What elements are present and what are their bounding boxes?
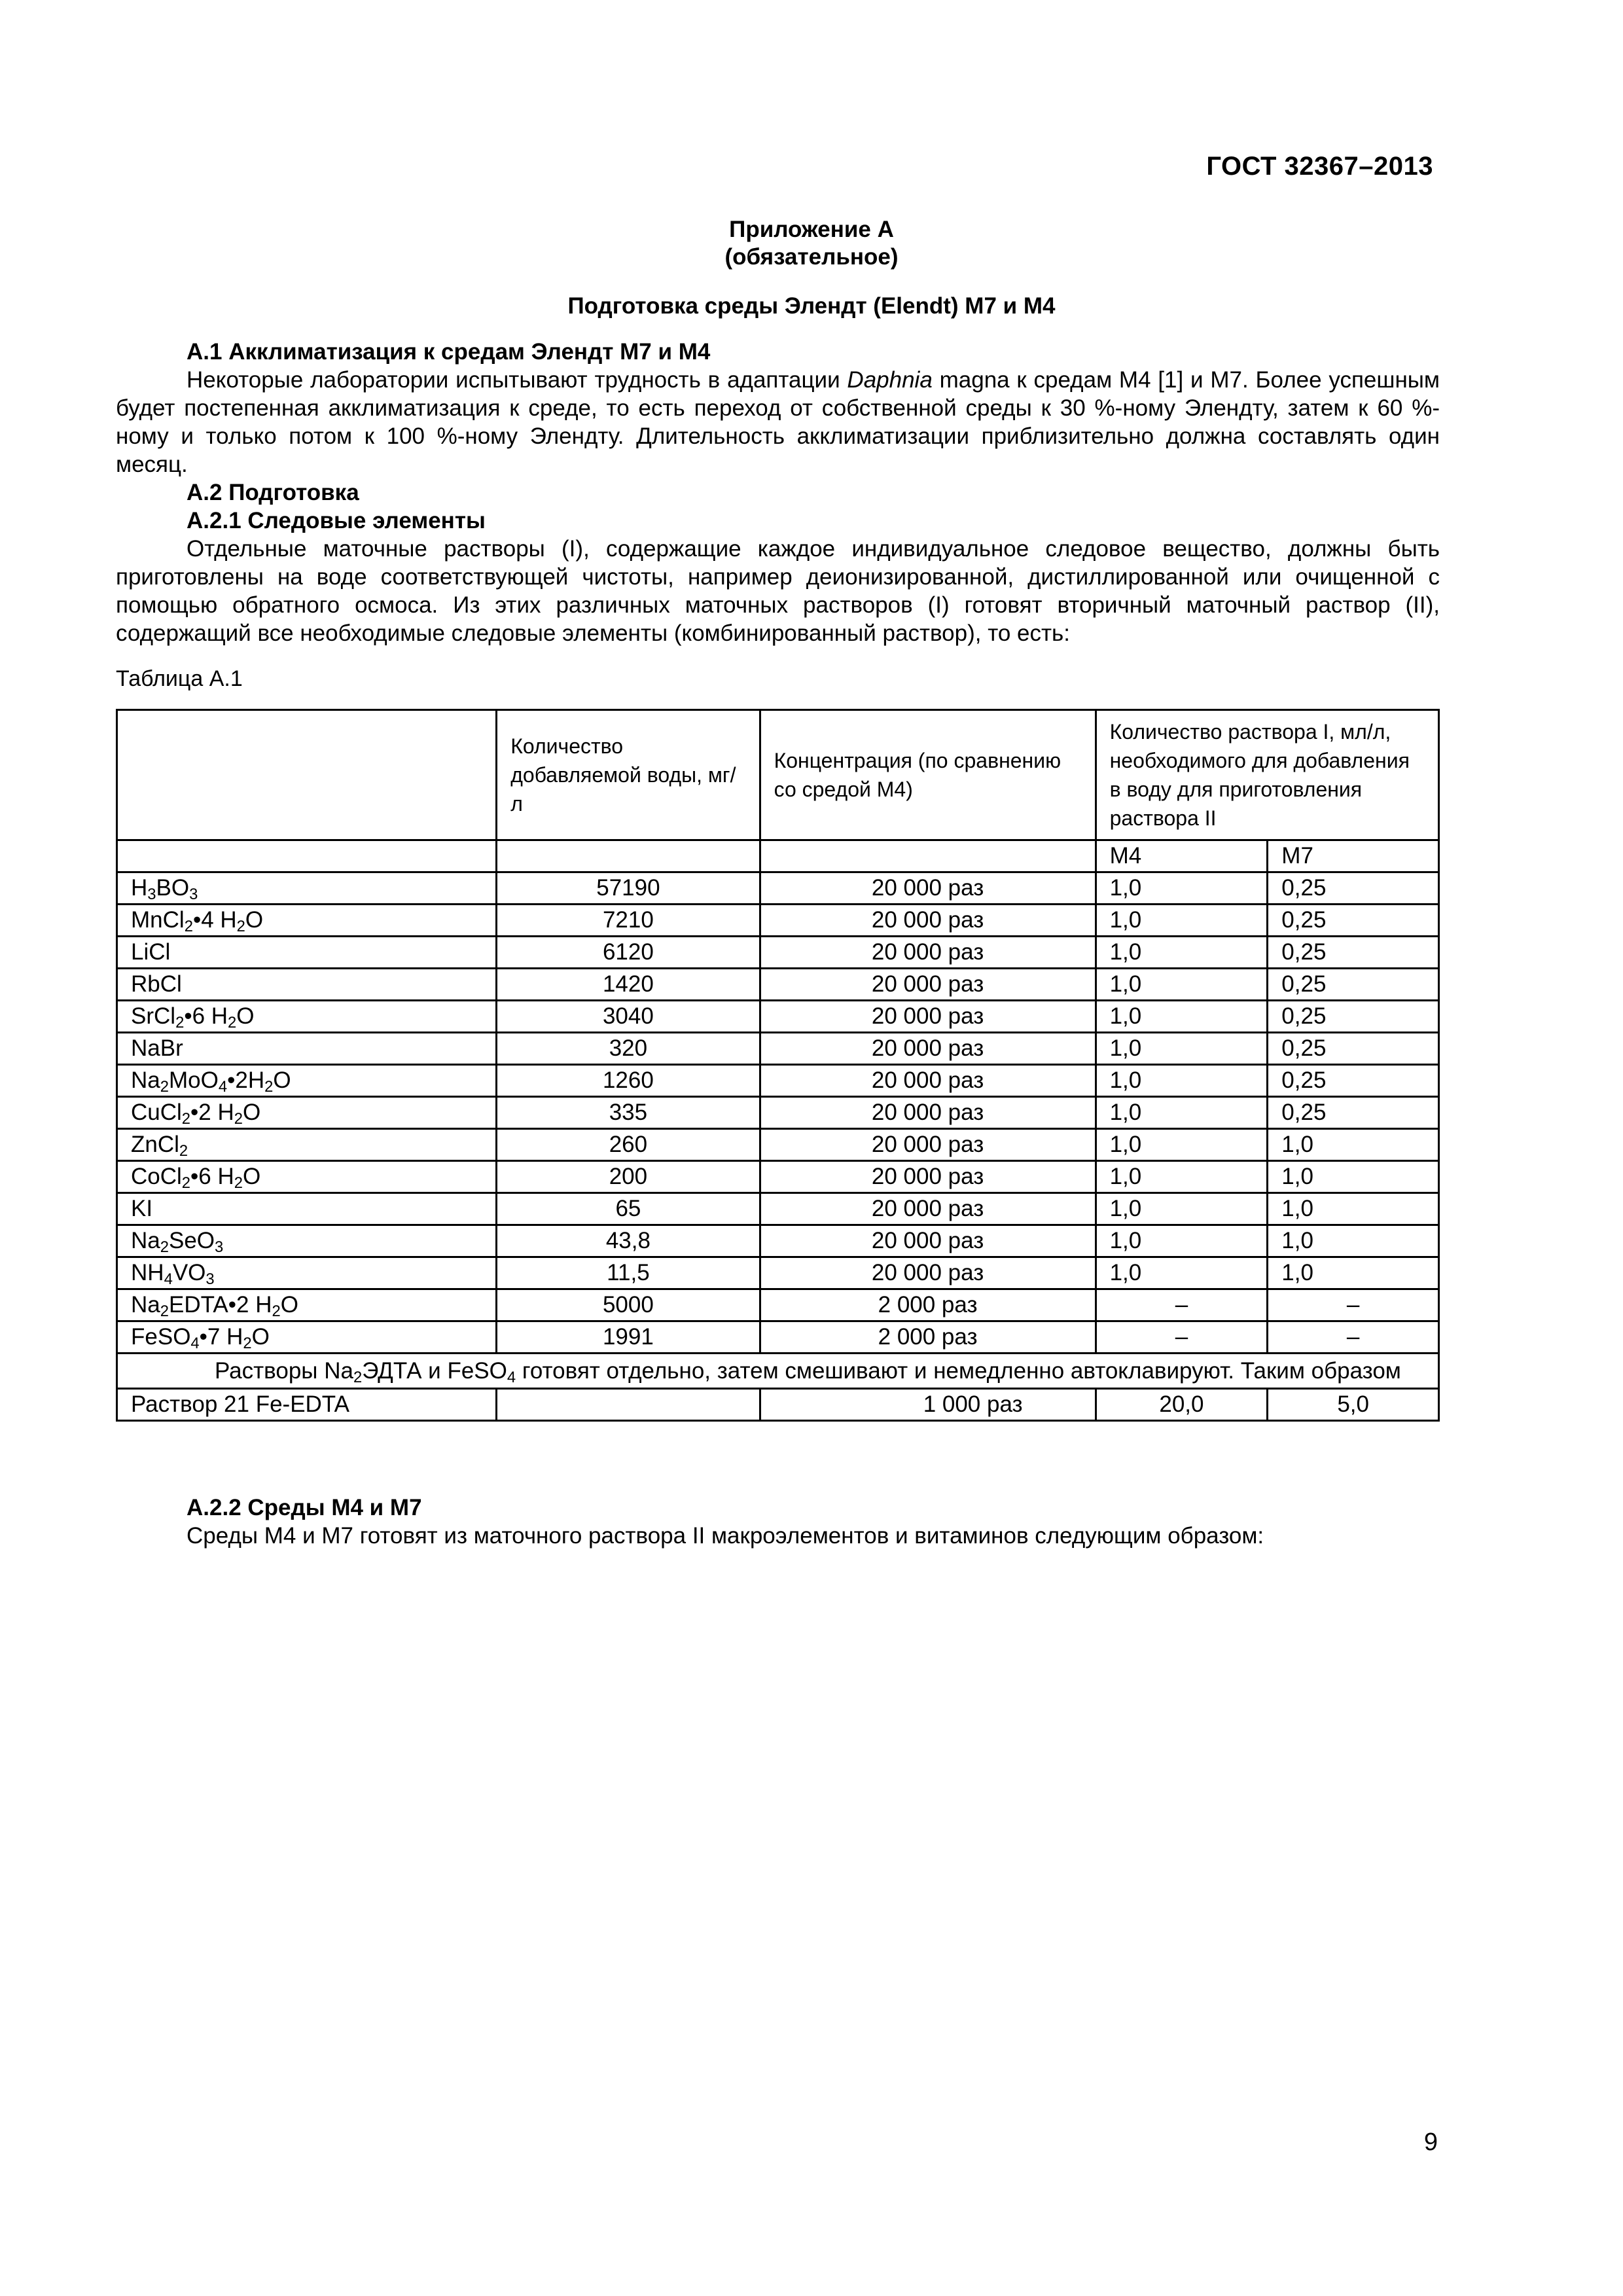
substance-cell: CoCl$_2$•6 $H_2O$ — [117, 1161, 497, 1193]
substance-cell: LiCl — [117, 937, 497, 969]
table-caption: Таблица А.1 — [116, 666, 243, 691]
table-body — [117, 710, 1439, 1421]
m4-cell: 1,0 — [1096, 1161, 1268, 1193]
table-row — [117, 905, 1439, 937]
m7-cell: 0,25 — [1268, 969, 1439, 1001]
a1-text-start: Некоторые лаборатории испытывают трудность в адаптации — [187, 367, 847, 393]
substance-cell: $NH_4VO_3$ — [117, 1257, 497, 1289]
a21-paragraph: Отдельные маточные растворы (I), содержащие каждое индивидуальное следовое вещество, должны быть приготовлены на воде соответствующей чистоты, например деионизированной, дистиллированной или очищенной с помощью обратного осмоса. Из этих различных маточных растворов (I) готовят вторичный маточный раствор (II), содержащий все необходимые следовые элементы (комбинированный раствор), то есть: — [116, 536, 1440, 646]
substance-cell: Раствор 21 Fe-EDTA — [117, 1389, 497, 1421]
table-row — [117, 1321, 1439, 1354]
m4-cell: 1,0 — [1096, 1001, 1268, 1033]
concentration-cell: 20 000 раз — [760, 1001, 1096, 1033]
table-row — [117, 1001, 1439, 1033]
substance-cell: RbCl — [117, 969, 497, 1001]
table-row — [117, 872, 1439, 905]
amount-cell: 1260 — [497, 1065, 760, 1097]
m4-cell: – — [1096, 1289, 1268, 1321]
table-row — [117, 1129, 1439, 1161]
substance-cell: SrCl$_2$•6 $H_2O$ — [117, 1001, 497, 1033]
header-volume: Количество раствора I, мл/л, необходимого для добавления в воду для приготовления раствора II — [1096, 710, 1438, 840]
m4-cell: 1,0 — [1096, 872, 1268, 905]
m4-cell: – — [1096, 1321, 1268, 1354]
concentration-cell: 2 000 раз — [760, 1321, 1096, 1354]
amount-cell: 200 — [497, 1161, 760, 1193]
table-row — [117, 1225, 1439, 1257]
concentration-cell: 1 000 раз — [760, 1389, 1096, 1421]
trace-elements-table — [116, 709, 1440, 1422]
m4-cell: 1,0 — [1096, 1225, 1268, 1257]
appendix-status: (обязательное) — [724, 244, 899, 270]
m7-cell: 0,25 — [1268, 1065, 1439, 1097]
concentration-cell: 20 000 раз — [760, 1161, 1096, 1193]
m7-cell: 0,25 — [1268, 905, 1439, 937]
m4-cell: 1,0 — [1096, 1033, 1268, 1065]
m4-cell: 20,0 — [1096, 1389, 1268, 1421]
concentration-cell: 20 000 раз — [760, 872, 1096, 905]
m4-cell: 1,0 — [1096, 1129, 1268, 1161]
subheader-empty-cell — [497, 840, 760, 872]
table-row — [117, 1097, 1439, 1129]
body-text — [116, 338, 1440, 647]
a22-paragraph: Среды M4 и M7 готовят из маточного раствора II макроэлементов и витаминов следующим образом: — [187, 1523, 1264, 1549]
amount-cell: 5000 — [497, 1289, 760, 1321]
m7-cell: 1,0 — [1268, 1193, 1439, 1225]
amount-cell: 260 — [497, 1129, 760, 1161]
substance-cell: $H_3BO_3$ — [117, 872, 497, 905]
a1-text-end: magna к средам M4 [1] и M7. Более успешным будет постепенная акклиматизация к среде, то есть переход от собственной среды к 30 %-ному Элендту, затем к 60 %-ному и только потом к 100 %-ному Элендту. Длительность акклиматизации приблизительно должна составлять один месяц. — [116, 367, 1440, 477]
section-a22 — [116, 1494, 1440, 1550]
m7-cell: 0,25 — [1268, 1097, 1439, 1129]
m4-cell: 1,0 — [1096, 969, 1268, 1001]
section-title: Подготовка среды Элендт (Elendt) M7 и M4 — [567, 293, 1056, 319]
m7-cell: 1,0 — [1268, 1161, 1439, 1193]
table-row — [117, 937, 1439, 969]
subheader-empty-cell — [117, 840, 497, 872]
concentration-cell: 20 000 раз — [760, 1257, 1096, 1289]
a22-heading: А.2.2 Среды M4 и M7 — [187, 1495, 422, 1520]
amount-cell: 335 — [497, 1097, 760, 1129]
table-row — [117, 1289, 1439, 1321]
table-final-row — [117, 1389, 1439, 1421]
m7-cell: 0,25 — [1268, 872, 1439, 905]
amount-cell: 43,8 — [497, 1225, 760, 1257]
concentration-cell: 20 000 раз — [760, 905, 1096, 937]
a21-heading: А.2.1 Следовые элементы — [187, 508, 486, 533]
concentration-cell: 20 000 раз — [760, 1097, 1096, 1129]
m7-cell: 0,25 — [1268, 1033, 1439, 1065]
document-code: ГОСТ 32367–2013 — [1206, 152, 1433, 181]
a1-italic-term: Daphnia — [847, 367, 933, 393]
substance-cell: CuCl$_2$•2 $H_2O$ — [117, 1097, 497, 1129]
concentration-cell: 2 000 раз — [760, 1289, 1096, 1321]
a1-paragraph — [116, 366, 1440, 478]
appendix-title: Приложение А — [729, 217, 894, 242]
substance-cell: KI — [117, 1193, 497, 1225]
table-row — [117, 1193, 1439, 1225]
amount-cell: 7210 — [497, 905, 760, 937]
concentration-cell: 20 000 раз — [760, 1065, 1096, 1097]
concentration-cell: 20 000 раз — [760, 969, 1096, 1001]
page-number: 9 — [1423, 2128, 1438, 2156]
m4-cell: 1,0 — [1096, 937, 1268, 969]
table-row — [117, 969, 1439, 1001]
amount-cell: 57190 — [497, 872, 760, 905]
m4-cell: 1,0 — [1096, 1257, 1268, 1289]
amount-cell: 320 — [497, 1033, 760, 1065]
table-subheader-row — [117, 840, 1439, 872]
amount-cell: 65 — [497, 1193, 760, 1225]
substance-cell: NaBr — [117, 1033, 497, 1065]
substance-cell: $Na_2SeO_3$ — [117, 1225, 497, 1257]
table-row — [117, 1033, 1439, 1065]
substance-cell: MnCl$_2$•4 $H_2O$ — [117, 905, 497, 937]
m7-cell: 1,0 — [1268, 1257, 1439, 1289]
m4-cell: 1,0 — [1096, 1065, 1268, 1097]
substance-cell: FeSO$_4$•7 $H_2O$ — [117, 1321, 497, 1354]
header-m7: M7 — [1268, 840, 1439, 872]
amount-cell: 11,5 — [497, 1257, 760, 1289]
header-amount: Количество добавляемой воды, мг/л — [497, 710, 760, 840]
m7-cell: 1,0 — [1268, 1225, 1439, 1257]
concentration-cell: 20 000 раз — [760, 937, 1096, 969]
m7-cell: 0,25 — [1268, 937, 1439, 969]
amount-cell — [497, 1389, 760, 1421]
m7-cell: – — [1268, 1289, 1439, 1321]
concentration-cell: 20 000 раз — [760, 1129, 1096, 1161]
a2-heading: А.2 Подготовка — [187, 480, 359, 505]
table-note-cell: Растворы $Na_2ЭДТА$ и FeSO$_4$ готовят отдельно, затем смешивают и немедленно автоклавируют. Таким образом — [117, 1354, 1439, 1389]
header-substance-cell — [117, 710, 497, 840]
m4-cell: 1,0 — [1096, 1193, 1268, 1225]
m7-cell: 5,0 — [1268, 1389, 1439, 1421]
concentration-cell: 20 000 раз — [760, 1193, 1096, 1225]
amount-cell: 6120 — [497, 937, 760, 969]
table-row — [117, 1065, 1439, 1097]
amount-cell: 1420 — [497, 969, 760, 1001]
substance-cell: $Na_2EDTA•2$ $H_2O$ — [117, 1289, 497, 1321]
subheader-empty-cell — [760, 840, 1096, 872]
appendix-heading — [0, 216, 1623, 271]
concentration-cell: 20 000 раз — [760, 1033, 1096, 1065]
table-header-row — [117, 710, 1439, 840]
substance-cell: ZnCl$_2$ — [117, 1129, 497, 1161]
a1-heading: А.1 Акклиматизация к средам Элендт M7 и M4 — [187, 339, 711, 365]
m4-cell: 1,0 — [1096, 905, 1268, 937]
table-row — [117, 1161, 1439, 1193]
m7-cell: 0,25 — [1268, 1001, 1439, 1033]
amount-cell: 3040 — [497, 1001, 760, 1033]
amount-cell: 1991 — [497, 1321, 760, 1354]
m7-cell: 1,0 — [1268, 1129, 1439, 1161]
substance-cell: $Na_2MoO_4•2H_2O$ — [117, 1065, 497, 1097]
table-row — [117, 1257, 1439, 1289]
table-note-row — [117, 1354, 1439, 1389]
header-concentration: Концентрация (по сравнению со средой M4) — [760, 710, 1096, 840]
m4-cell: 1,0 — [1096, 1097, 1268, 1129]
concentration-cell: 20 000 раз — [760, 1225, 1096, 1257]
m7-cell: – — [1268, 1321, 1439, 1354]
header-m4: M4 — [1096, 840, 1268, 872]
